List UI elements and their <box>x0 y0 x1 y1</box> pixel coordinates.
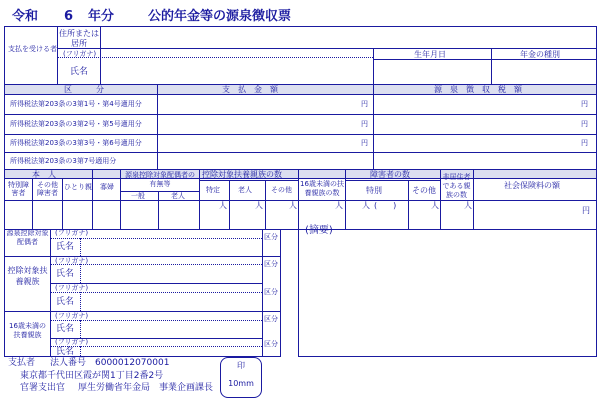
seal-size: 10mm <box>228 379 254 388</box>
disabled-other-header: その他 <box>412 186 436 195</box>
amount-cell[interactable] <box>158 95 372 113</box>
name-label: 氏名 <box>56 242 75 252</box>
office-label: 官署支出官 <box>20 383 66 393</box>
payee-name-label: 氏名 <box>70 67 89 77</box>
corp-number-label: 法人番号 <box>50 358 87 368</box>
pension-type-field[interactable] <box>492 60 595 83</box>
furigana-label: (フリガナ) <box>55 229 89 237</box>
specific-header: 特定 <box>206 186 220 194</box>
widow-cell[interactable] <box>93 201 119 228</box>
elderly-header: 老人 <box>238 186 252 194</box>
name-label: 氏名 <box>56 297 75 307</box>
corp-number: 6000012070001 <box>95 358 170 368</box>
yen-unit: 円 <box>581 100 588 108</box>
kubun-label: 区分 <box>264 340 278 348</box>
kubun-label: 区分 <box>264 260 278 268</box>
nin-unit: 人 <box>255 201 263 210</box>
yen-unit: 円 <box>361 100 368 108</box>
row-label: 所得税法第203条の3第3号・第6号適用分 <box>10 139 142 147</box>
amount-cell[interactable] <box>158 115 372 133</box>
dependents-header: 控除対象扶養親族の数 <box>202 170 282 179</box>
spouse-label: 源泉控除対象配偶者 <box>6 229 49 246</box>
amount-cell[interactable] <box>158 135 372 151</box>
spouse-general-cell[interactable] <box>121 201 157 228</box>
row-label: 所得税法第203条の3第1号・第4号適用分 <box>10 100 142 108</box>
amount-header: 支 払 金 額 <box>222 85 278 94</box>
under16-header: 16歳未満の扶養親族の数 <box>300 180 344 197</box>
social-insurance-header: 社会保険料の額 <box>504 181 560 190</box>
era: 令和 <box>12 9 39 24</box>
year-unit: 年分 <box>88 9 115 24</box>
tax-cell[interactable] <box>374 135 595 151</box>
pension-type-label: 年金の種別 <box>520 50 560 59</box>
spouse-general-header: 一般 <box>131 192 145 200</box>
birth-date-field[interactable] <box>374 60 490 83</box>
seal-box <box>220 357 262 398</box>
dependent-1-name-field[interactable] <box>82 265 261 282</box>
widow-header: 寡婦 <box>100 183 114 191</box>
nin-unit: 人 <box>219 201 227 210</box>
office-name: 厚生労働省年金局 事業企画課長 <box>78 383 214 393</box>
nin-unit: 人 <box>464 201 472 210</box>
address-field[interactable] <box>101 27 595 47</box>
under16-2-name-field[interactable] <box>82 347 261 355</box>
payee-label: 支払を受ける者 <box>8 45 57 53</box>
spouse-elderly-cell[interactable] <box>159 201 198 228</box>
kubun-label: 区分 <box>264 233 278 241</box>
other-header: その他 <box>271 186 292 194</box>
furigana-label: (フリガナ) <box>55 284 89 292</box>
birth-date-label: 生年月日 <box>414 50 446 59</box>
tax-year: 6 <box>64 9 74 24</box>
single-parent-header: ひとり親 <box>64 183 92 191</box>
tax-cell[interactable] <box>374 115 595 133</box>
other-disabled-cell[interactable] <box>33 201 61 228</box>
dependents-label: 控除対象扶養親族 <box>7 266 48 286</box>
kubun-label: 区分 <box>264 288 278 296</box>
spouse-name-field[interactable] <box>82 239 261 255</box>
name-label: 氏名 <box>56 324 75 334</box>
payee-furigana-label: (フリガナ) <box>63 50 97 58</box>
disabled-special-header: 特別 <box>366 186 382 195</box>
amount-cell[interactable] <box>158 153 372 168</box>
spouse-header: 源泉控除対象配偶者の有無等 <box>125 171 195 188</box>
summary-label: (摘要) <box>305 225 333 236</box>
row-label: 所得税法第203条の3第7号適用分 <box>10 157 117 165</box>
tax-cell[interactable] <box>374 95 595 113</box>
under16-label: 16歳未満の扶養親族 <box>9 322 46 339</box>
yen-unit: 円 <box>581 120 588 128</box>
single-parent-cell[interactable] <box>63 201 91 228</box>
nin-unit: 人 <box>289 201 297 210</box>
spouse-elderly-header: 老人 <box>171 192 185 200</box>
tax-cell[interactable] <box>374 153 595 168</box>
disabled-count-header: 障害者の数 <box>370 170 410 179</box>
summary-box[interactable] <box>298 217 597 357</box>
yen-unit: 円 <box>581 139 588 147</box>
furigana-label: (フリガナ) <box>55 257 89 265</box>
yen-unit: 円 <box>361 120 368 128</box>
seal-label: 印 <box>237 361 245 370</box>
nin-unit: 人 <box>362 201 370 210</box>
furigana-label: (フリガナ) <box>55 312 89 320</box>
row-label: 所得税法第203条の3第2号・第5号適用分 <box>10 120 142 128</box>
payer-address: 東京都千代田区霞が関1丁目2番2号 <box>20 371 164 381</box>
address-label: 住所または居所 <box>59 29 99 48</box>
honnin-header: 本 人 <box>32 170 56 179</box>
furigana-label: (フリガナ) <box>55 338 89 346</box>
yen-unit: 円 <box>361 139 368 147</box>
nin-unit: 人 <box>431 201 439 210</box>
special-disabled-header: 特別障害者 <box>8 181 29 197</box>
dependent-2-name-field[interactable] <box>82 293 261 310</box>
tax-header: 源 泉 徴 収 税 額 <box>434 85 522 94</box>
payee-name-field[interactable] <box>101 58 372 83</box>
form-name: 公的年金等の源泉徴収票 <box>148 9 292 24</box>
yen-unit: 円 <box>582 206 590 215</box>
other-disabled-header: その他障害者 <box>37 181 58 197</box>
name-label: 氏名 <box>56 347 75 357</box>
nin-unit: 人 <box>335 201 343 210</box>
kubun-header: 区 分 <box>64 85 104 94</box>
kubun-label: 区分 <box>264 315 278 323</box>
nonresident-header: 非居住者である親族の数 <box>442 173 471 199</box>
paren-value: ( ) <box>374 201 397 210</box>
under16-1-name-field[interactable] <box>82 321 261 337</box>
payer-label: 支払者 <box>8 358 36 368</box>
special-disabled-cell[interactable] <box>5 201 31 228</box>
name-label: 氏名 <box>56 269 75 279</box>
